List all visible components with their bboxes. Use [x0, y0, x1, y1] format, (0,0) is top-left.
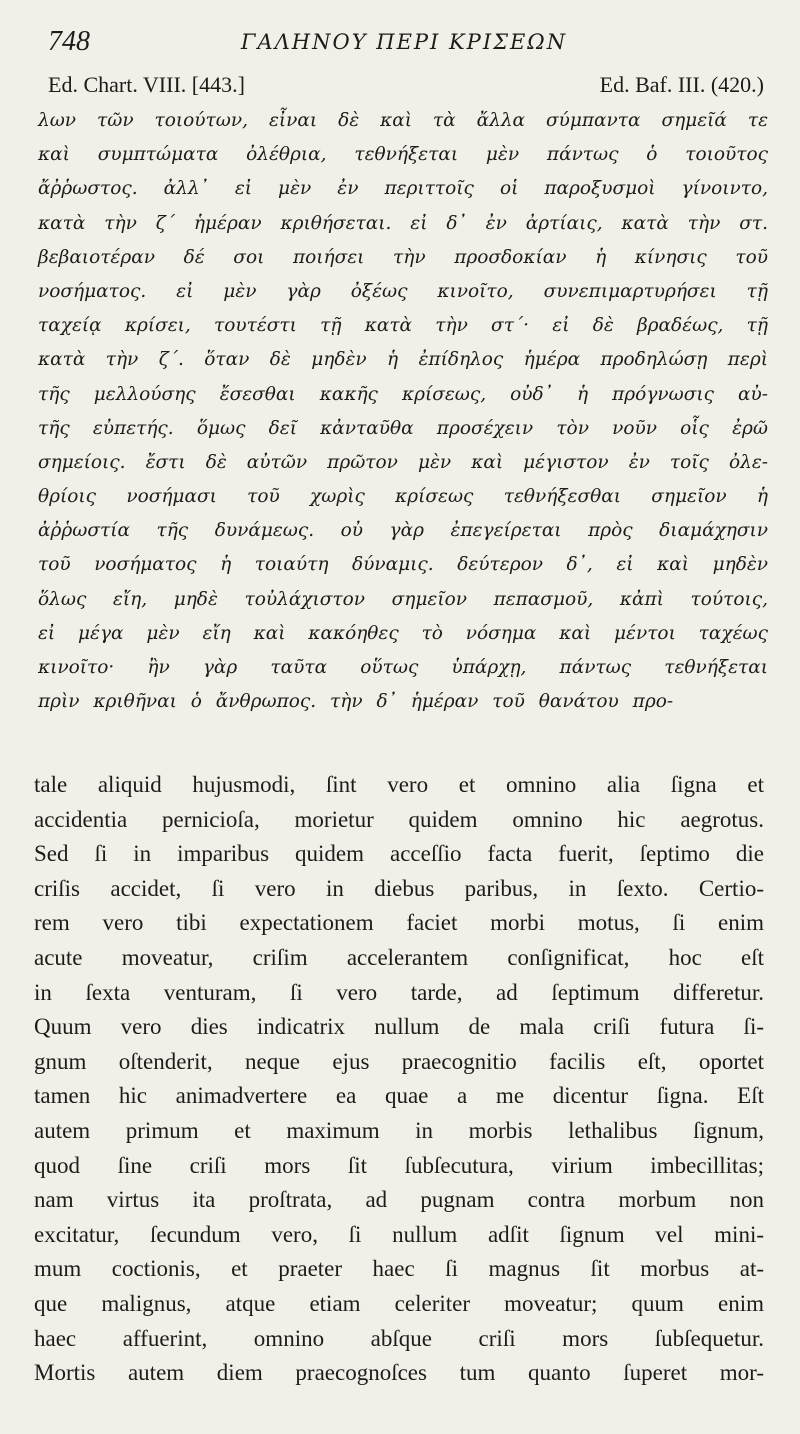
- greek-text-line: λων τῶν τοιούτων, εἶναι δὲ καὶ τὰ ἄλλα σύμπαντα σημεῖά τε: [38, 110, 768, 131]
- latin-text-line: quod ſine criſi mors ſit ſubſecutura, virium imbecillitas;: [34, 1152, 764, 1178]
- latin-text-line: Mortis autem diem praecognoſces tum quanto ſuperet mor-: [34, 1360, 764, 1386]
- latin-text-line: criſis accidet, ſi vero in diebus paribus, in ſexto. Certio-: [34, 875, 764, 901]
- greek-text-line: νοσήματος. εἰ μὲν γὰρ ὀξέως κινοῖτο, συνεπιμαρτυρήσει τῇ: [38, 280, 768, 302]
- latin-text-line: gnum oſtenderit, neque ejus praecognitio facilis eſt, oportet: [34, 1048, 764, 1074]
- greek-text-line: ταχείᾳ κρίσει, τουτέστι τῇ κατὰ τὴν στ΄· εἰ δὲ βραδέως, τῇ: [38, 315, 768, 337]
- greek-text-line: θρίοις νοσήμασι τοῦ χωρὶς κρίσεως τεθνήξεσθαι σημεῖον ἡ: [38, 486, 768, 508]
- latin-text-line: mum coctionis, et praeter haec ſi magnus ſit morbus at-: [34, 1256, 764, 1282]
- greek-text-line: καὶ συμπτώματα ὀλέθρια, τεθνήξεται μὲν πάντως ὁ τοιοῦτος: [38, 144, 768, 166]
- latin-text-line: excitatur, ſecundum vero, ſi nullum adſit ſignum vel mini-: [34, 1221, 764, 1247]
- greek-text-line: ὅλως εἴη, μηδὲ τοὐλάχιστον σημεῖον πεπασμοῦ, κἀπὶ τούτοις,: [38, 588, 768, 610]
- latin-text-line: que malignus, atque etiam celeriter moveatur; quum enim: [34, 1290, 764, 1316]
- latin-text-line: haec affuerint, omnino abſque criſi mors ſubſequetur.: [34, 1325, 764, 1351]
- running-head: [48, 26, 760, 62]
- edition-chartier-ref: Ed. Chart. VIII. [443.]: [48, 72, 245, 97]
- greek-text-line: ἄῤῥωστος. ἀλλ᾽ εἰ μὲν ἐν περιττοῖς οἱ παροξυσμοὶ γίνοιντο,: [38, 178, 768, 200]
- greek-text-line: κατὰ τὴν ζ΄. ὅταν δὲ μηδὲν ἡ ἐπίδηλος ἡμέρα προδηλώσῃ περὶ: [38, 349, 768, 371]
- greek-text-line: εἰ μέγα μὲν εἴη καὶ κακόηθες τὸ νόσημα καὶ μέντοι ταχέως: [38, 622, 768, 644]
- greek-text-block: [38, 104, 768, 719]
- page-number: 748: [48, 26, 90, 57]
- latin-text-block: [34, 768, 764, 1391]
- latin-text-line: rem vero tibi expectationem faciet morbi motus, ſi enim: [34, 910, 764, 936]
- latin-text-line: accidentia pernicioſa, morietur quidem omnino hic aegrotus.: [34, 806, 764, 832]
- edition-references: [48, 72, 764, 102]
- latin-text-line: autem primum et maximum in morbis lethalibus ſignum,: [34, 1117, 764, 1143]
- latin-text-line: acute moveatur, criſim accelerantem conſignificat, hoc eſt: [34, 944, 764, 970]
- running-title: ΓΑΛΗΝΟΥ ΠΕΡΙ ΚΡΙΣΕΩΝ: [240, 30, 568, 54]
- latin-text-line: Sed ſi in imparibus quidem acceſſio facta fuerit, ſeptimo die: [34, 841, 764, 867]
- latin-text-line: Quum vero dies indicatrix nullum de mala criſi futura ſi-: [34, 1014, 764, 1040]
- greek-text-line: τῆς μελλούσης ἔσεσθαι κακῆς κρίσεως, οὐδ᾽ ἡ πρόγνωσις αὐ-: [38, 383, 768, 405]
- greek-text-line: σημείοις. ἔστι δὲ αὐτῶν πρῶτον μὲν καὶ μέγιστον ἐν τοῖς ὀλε-: [38, 451, 768, 473]
- latin-text-line: nam virtus ita proſtrata, ad pugnam contra morbum non: [34, 1187, 764, 1213]
- edition-basel-ref: Ed. Baf. III. (420.): [599, 72, 764, 97]
- latin-text-line: tale aliquid hujusmodi, ſint vero et omnino alia ſigna et: [34, 772, 764, 797]
- greek-text-line: ἀῤῥωστία τῆς δυνάμεως. οὐ γὰρ ἐπεγείρεται πρὸς διαμάχησιν: [38, 520, 768, 542]
- greek-text-line: κατὰ τὴν ζ΄ ἡμέραν κριθήσεται. εἰ δ᾽ ἐν ἀρτίαις, κατὰ τὴν στ.: [38, 212, 768, 234]
- latin-text-line: in ſexta venturam, ſi vero tarde, ad ſeptimum differetur.: [34, 979, 764, 1005]
- greek-text-line: πρὶν κριθῆναι ὁ ἄνθρωπος. τὴν δ᾽ ἡμέραν τοῦ θανάτου προ-: [38, 691, 674, 713]
- latin-text-line: tamen hic animadvertere ea quae a me dicentur ſigna. Eſt: [34, 1083, 764, 1109]
- greek-text-line: βεβαιοτέραν δέ σοι ποιήσει τὴν προσδοκίαν ἡ κίνησις τοῦ: [38, 246, 768, 268]
- greek-text-line: τοῦ νοσήματος ἡ τοιαύτη δύναμις. δεύτερον δ᾽, εἰ καὶ μηδὲν: [38, 554, 768, 576]
- greek-text-line: κινοῖτο· ἢν γὰρ ταῦτα οὕτως ὑπάρχῃ, πάντως τεθνήξεται: [38, 657, 768, 678]
- greek-text-line: τῆς εὐπετής. ὅμως δεῖ κἀνταῦθα προσέχειν τὸν νοῦν οἷς ἐρῶ: [38, 417, 768, 439]
